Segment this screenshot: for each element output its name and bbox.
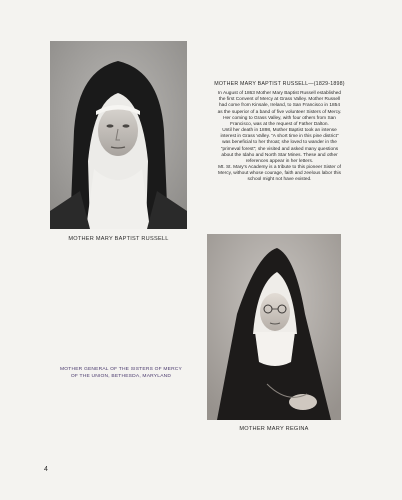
portrait-photo-mother-mary-baptist-russell — [50, 41, 187, 229]
mother-general-caption — [56, 367, 186, 380]
biography-article — [199, 81, 360, 184]
photo-caption-baptist-russell: MOTHER MARY BAPTIST RUSSELL — [68, 236, 169, 242]
article-line: “primeval forest”; she visited and asked many questions — [220, 146, 339, 152]
article-line: was beneficial to her throat; she loved to wander in the — [222, 140, 337, 146]
portrait-photo-mother-mary-regina — [207, 234, 341, 420]
article-line: Mt. St. Mary's Academy is a tribute to this pioneer Sister of — [218, 165, 341, 171]
article-line: Francisco, was at the request of Father Dalton. — [230, 121, 329, 127]
article-line: Her coming to Grass Valley, with four others from San — [223, 115, 336, 121]
article-title: MOTHER MARY BAPTIST RUSSELL—(1829-1898) — [214, 81, 345, 87]
article-line: school might not have existed. — [247, 177, 312, 183]
mother-general-caption-line: OF THE UNION, BETHESDA, MARYLAND — [70, 373, 172, 379]
photo-caption-mary-regina: MOTHER MARY REGINA — [239, 426, 309, 432]
mother-general-caption-line: MOTHER GENERAL OF THE SISTERS OF MERCY — [60, 367, 182, 372]
article-line: In August of 1863 Mother Mary Baptist Russell established — [217, 91, 342, 97]
article-line: references appear in her letters. — [245, 158, 314, 164]
article-line: about the Idaho and North Star Mines. These and other — [221, 152, 338, 158]
article-line: the first Convent of Mercy at Grass Valley. Mother Russell — [218, 97, 341, 103]
article-line: interest in Grass Valley. “A short time in this pine district” — [220, 134, 339, 140]
article-line: had come from Kinsale, Ireland, to San Francisco in 1854 — [219, 103, 340, 109]
article-line: Until her death in 1898, Mother Baptist took an intense — [222, 128, 337, 134]
article-line: Mercy, without whose courage, faith and zeelous labor this — [218, 171, 341, 177]
page-number: 4 — [44, 466, 48, 473]
article-line: as the superior of a band of five volunteer Sisters of Mercy. — [217, 109, 342, 115]
